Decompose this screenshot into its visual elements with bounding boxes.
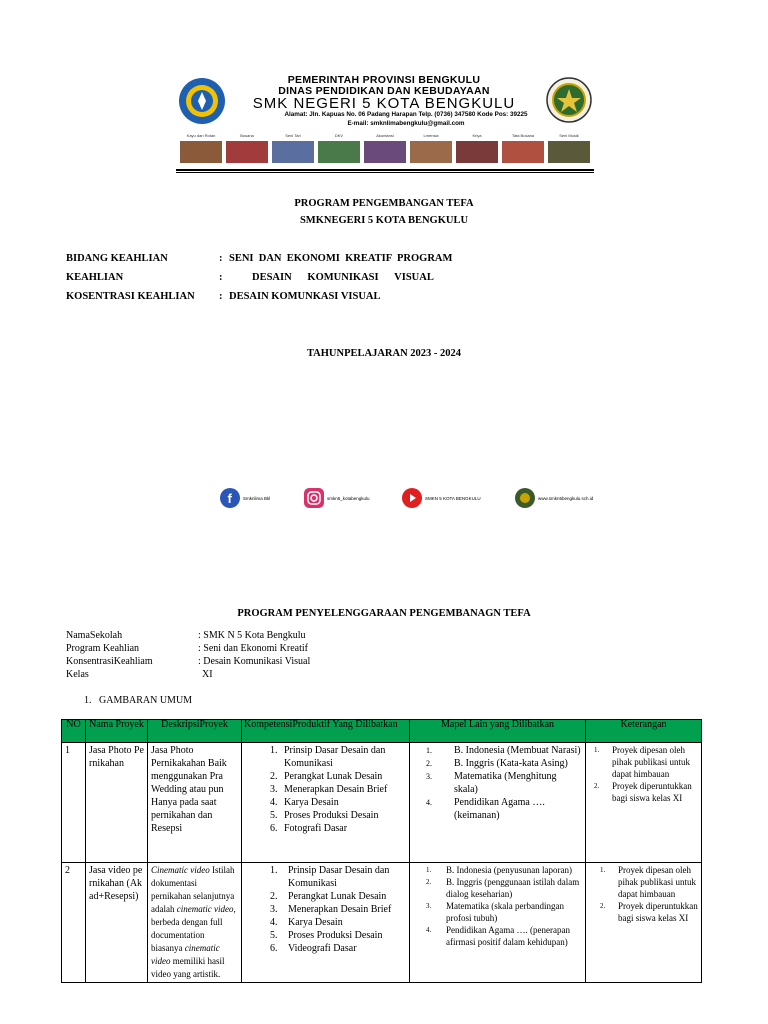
keterangan-list [600,864,698,924]
col-header-deskripsi: DeskripsiProyek [148,720,242,743]
photo-thumbnail: Seni Tari [272,133,314,165]
deskripsi-part: Istilah dokumentasi pernikahan selanjutnya adalah [151,865,235,914]
kompetensi-list [270,864,406,955]
school-emblem-icon [515,488,535,508]
photo-thumbnail: Busana [226,133,268,165]
keterangan-list [594,744,698,804]
letterhead-address: Alamat: Jln. Kapuas No. 06 Padang Harapan Telp. (0736) 347580 Kode Pos: 39225 [284,111,528,118]
photo-thumbnail: Akuntansi [364,133,406,165]
list-item: 5. Proses Produksi Desain [270,810,379,821]
mapel-list [426,864,582,948]
letterhead-school: SMK NEGERI 5 KOTA BENGKULU [252,95,516,112]
list-item: 3. Matematika (Menghitung skala) [426,771,557,795]
list-item: 2. B. Inggris (Kata-kata Asing) [426,758,568,769]
field-sep: : [219,253,223,264]
info-value: : SMK N 5 Kota Bengkulu [198,630,306,641]
list-item: 4. Karya Desain [270,917,343,928]
letterhead-department: DINAS PENDIDIKAN DAN KEBUDAYAAN [278,85,490,97]
info-value: : Desain Komunikasi Visual [198,656,311,667]
info-label: NamaSekolah [66,630,123,641]
list-item: 4. Pendidikan Agama …. (keimanan) [426,797,545,821]
social-website[interactable] [515,488,593,508]
list-item: 3. Menerapkan Desain Brief [270,784,388,795]
list-item: 6. Videografi Dasar [270,943,357,954]
table-row [62,863,702,983]
field-label: KOSENTRASI KEAHLIAN [66,291,195,302]
letterhead-rule [176,172,594,173]
info-label: Kelas [66,669,89,680]
photo-thumbnail: Kayu dan Rotan [180,133,222,165]
facebook-icon [220,488,240,508]
deskripsi-part: Cinematic video [151,865,210,875]
mapel-list [426,744,582,822]
photo-thumbnail: Kriya [456,133,498,165]
cell-no: 2 [62,863,86,983]
cell-kompetensi [242,743,410,863]
list-item: 1. Proyek dipesan oleh pihak publikasi untuk dapat himbauan [594,745,690,779]
info-label: Program Keahlian [66,643,140,654]
doc-subtitle: SMKNEGERI 5 KOTA BENGKULU [299,215,469,226]
field-sep: : [219,272,223,283]
letterhead-email: E-mail: smknlimabengkulu@gmail.com [347,120,465,127]
col-header-keterangan: Keterangan [586,720,702,743]
col-header-mapel: Mapel Lain yang Dilibatkan [410,720,586,743]
list-item: 2. Perangkat Lunak Desain [270,891,387,902]
list-item: 1. Prinsip Dasar Desain dan Komunikasi [270,865,390,889]
academic-year: TAHUNPELAJARAN 2023 - 2024 [306,348,462,359]
deskripsi-part: memiliki hasil video yang artistik. [151,956,225,979]
col-header-nama: Nama Proyek [86,720,148,743]
cell-no: 1 [62,743,86,863]
youtube-channel: SMKN 5 KOTA BENGKULU [425,495,481,501]
kompetensi-list [270,744,406,835]
list-item: 1. B. Indonesia (Membuat Narasi) [426,745,581,756]
cell-mapel [410,863,586,983]
project-table [61,719,702,983]
section-heading: 1. GAMBARAN UMUM [84,695,193,706]
cell-deskripsi [148,863,242,983]
list-item: 1. Proyek dipesan oleh pihak publikasi untuk dapat himbauan [600,865,696,899]
doc-title: PROGRAM PENGEMBANGAN TEFA [294,198,474,209]
letterhead [174,73,594,173]
cell-deskripsi: Jasa Photo Pernikakahan Baik menggunakan Pra Wedding atau pun Hanya pada saat pernikahan dan Resepsi [148,743,242,863]
cell-nama: Jasa video pernikahan (Akad+Resepsi) [86,863,148,983]
list-item: 2. Perangkat Lunak Desain [270,771,383,782]
website-url: www.smkn5bengkulu.sch.id [538,495,594,501]
info-value: : Seni dan Ekonomi Kreatif [198,643,308,654]
field-value: SENI DAN EKONOMI KREATIF PROGRAM [229,253,453,264]
list-item: 6. Fotografi Dasar [270,823,348,834]
letterhead-photo-strip [180,133,590,165]
section-title: PROGRAM PENYELENGGARAAN PENGEMBANAGN TEFA [237,608,531,619]
field-value: DESAIN KOMUNKASI VISUAL [229,291,381,302]
field-label: KEAHLIAN [66,272,124,283]
photo-thumbnail: Seni Musik [548,133,590,165]
facebook-handle: Smknlima Bkl [243,495,271,501]
cell-nama: Jasa Photo Pernikahan [86,743,148,863]
list-item: 2. Proyek diperuntukkan bagi siswa kelas XI [594,781,692,803]
field-label: BIDANG KEAHLIAN [66,253,168,264]
letterhead-rule [176,169,594,171]
field-value: DESAIN KOMUNIKASI VISUAL [252,272,434,283]
col-header-kompetensi: KompetensiProduktif Yang Dilibatkan [242,720,410,743]
list-item: 2. Proyek diperuntukkan bagi siswa kelas XI [600,901,698,923]
field-sep: : [219,291,223,302]
list-item: 5. Proses Produksi Desain [270,930,383,941]
svg-text:f: f [227,491,232,506]
list-item: 3. Menerapkan Desain Brief [270,904,392,915]
list-item: 2. B. Inggris (penggunaan istilah dalam dialog keseharian) [426,877,580,899]
youtube-icon [402,488,422,508]
cell-kompetensi [242,863,410,983]
letterhead-province: PEMERINTAH PROVINSI BENGKULU [287,74,481,86]
list-item: 1. Prinsip Dasar Desain dan Komunikasi [270,745,386,769]
cell-keterangan [586,743,702,863]
social-facebook[interactable] [220,488,270,508]
col-header-no: NO [62,720,86,743]
instagram-handle: smkn5_kotabengkulu [327,495,370,501]
instagram-icon [304,488,324,508]
bengkulu-province-emblem [546,77,592,123]
table-row [62,743,702,863]
photo-thumbnail: Lmensia [410,133,452,165]
photo-thumbnail: Tata Busana [502,133,544,165]
cell-keterangan [586,863,702,983]
list-item: 4. Karya Desain [270,797,339,808]
photo-thumbnail: DKV [318,133,360,165]
social-youtube[interactable] [402,488,481,508]
list-item: 4. Pendidikan Agama …. (penerapan afirmasi positif dalam kehidupan) [426,925,570,947]
social-instagram[interactable] [304,488,370,508]
info-label: KonsentrasiKeahliam [66,656,153,667]
table-header-row [62,720,702,743]
list-item: 1. B. Indonesia (penyusunan laporan) [426,865,572,875]
cell-mapel [410,743,586,863]
deskripsi-part: cinematic video [176,904,234,914]
list-item: 3. Matematika (skala perbandingan profosi tubuh) [426,901,564,923]
deskripsi-part: , berbeda dengan full documentation biasanya [151,904,236,953]
info-value: XI [202,669,213,680]
deskripsi-part: cinematic video [151,943,220,966]
